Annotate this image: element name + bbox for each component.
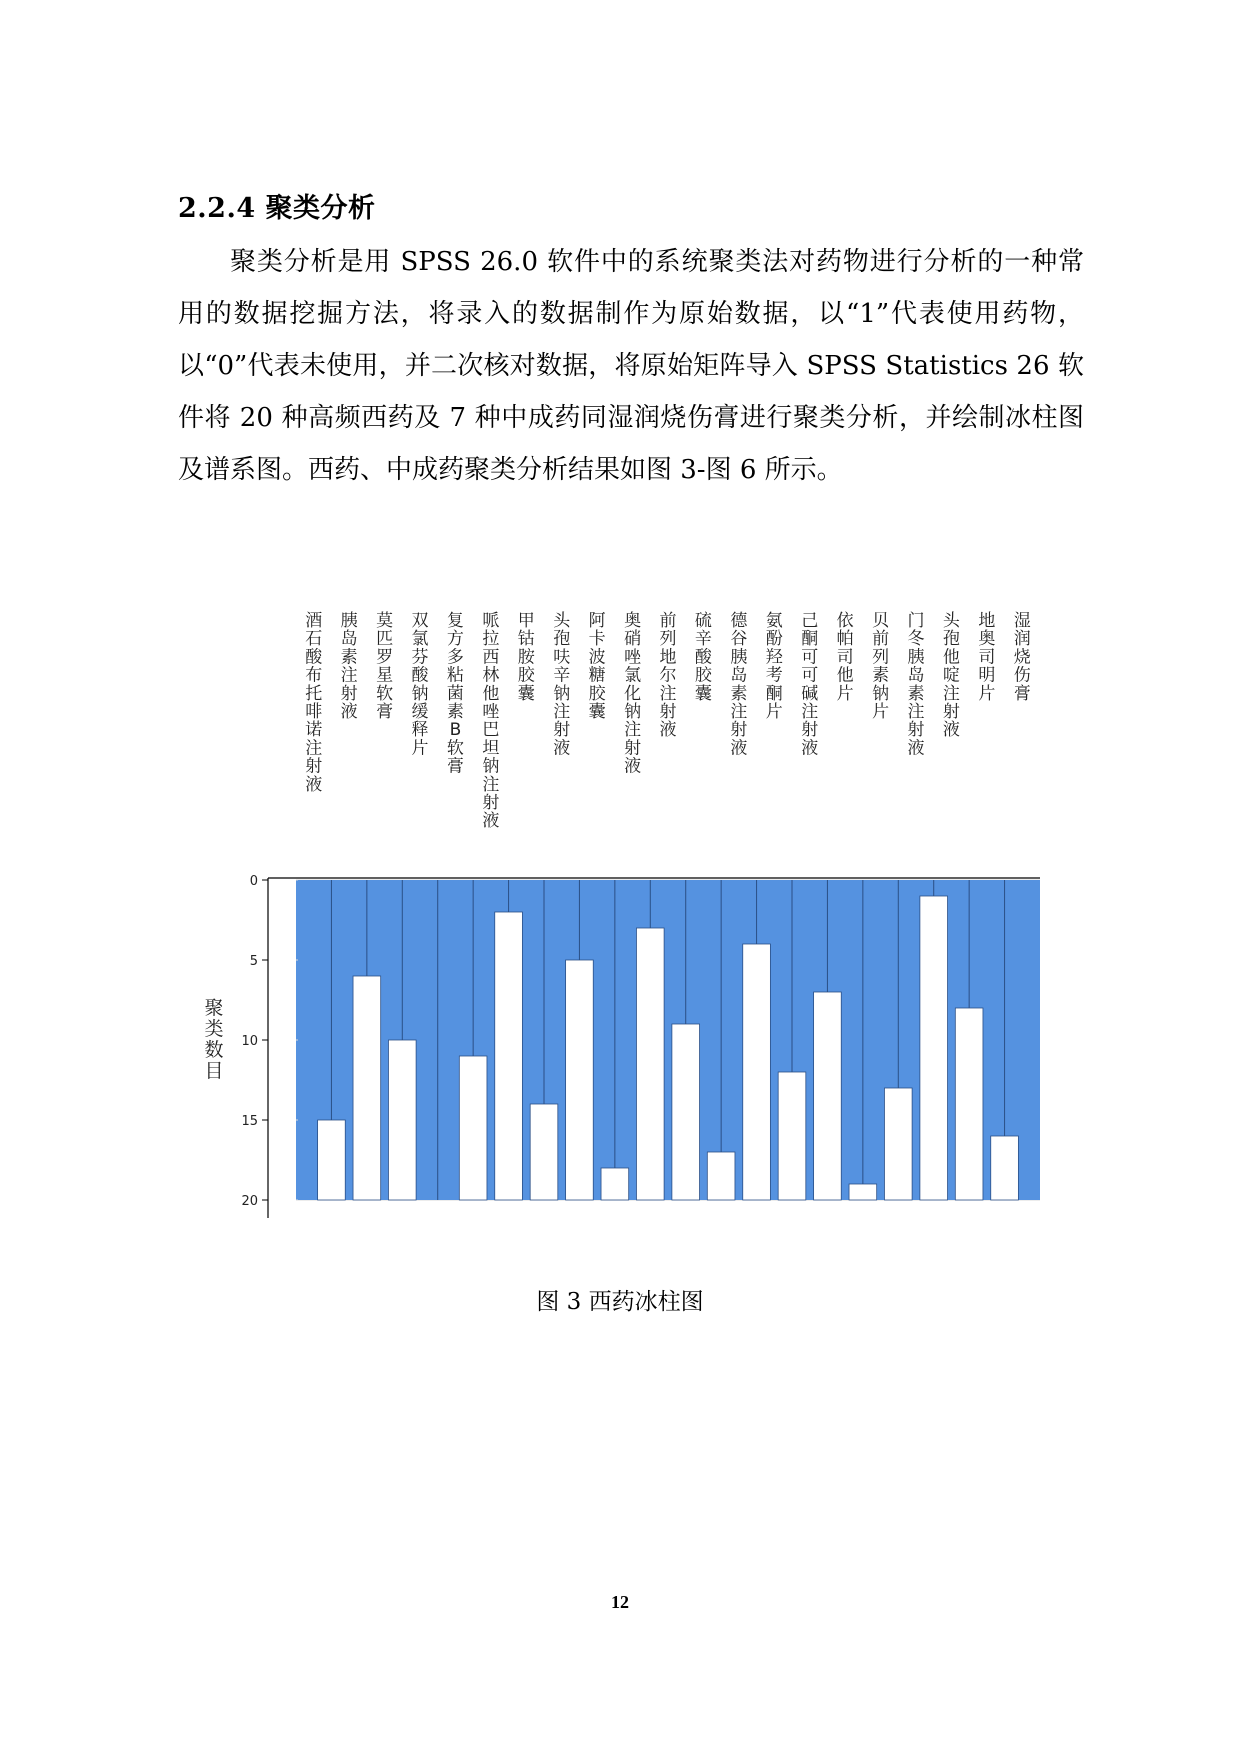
icicle-gap-14 [778, 1072, 806, 1200]
category-label: 胰岛素注射液 [340, 611, 358, 722]
category-label: 阿卡波糖胶囊 [588, 611, 606, 722]
y-tick-label: 20 [241, 1194, 258, 1209]
icicle-gap-1 [318, 1120, 346, 1200]
figure-caption: 图 3 西药冰柱图 [536, 1289, 704, 1315]
icicle-gap-3 [388, 1040, 416, 1200]
category-label: 德谷胰岛素注射液 [730, 611, 748, 759]
icicle-gap-12 [707, 1152, 735, 1200]
y-tick-label: 10 [241, 1034, 258, 1049]
y-tick-label: 15 [241, 1114, 258, 1129]
icicle-gap-13 [743, 944, 771, 1200]
icicle-gap-6 [495, 912, 523, 1200]
icicle-gap-18 [920, 896, 948, 1200]
icicle-gap-9 [601, 1168, 629, 1200]
icicle-gap-16 [849, 1184, 877, 1200]
category-label: 甲钴胺胶囊 [517, 611, 535, 704]
category-label: 己酮可可碱注射液 [801, 611, 819, 759]
icicle-chart [204, 600, 1060, 1260]
category-label: 地奥司明片 [978, 611, 996, 704]
category-label: 硫辛酸胶囊 [694, 611, 712, 704]
icicle-gap-19 [955, 1008, 983, 1200]
body-paragraph: 聚类分析是用 SPSS 26.0 软件中的系统聚类法对药物进行分析的一种常用的数据挖掘方法，将录入的数据制作为原始数据，以“1”代表使用药物，以“0”代表未使用，并二次核对数据，将原始矩阵导入 SPSS Statistics 26 软件将 20 种高频西药及 7 种中成药同湿润烧伤膏进行聚类分析，并绘制冰柱图及谱系图。西药、中成药聚类分析结果如图 3-图 6 所示。 [178, 247, 1084, 485]
y-tick-label: 5 [249, 954, 258, 969]
icicle-gap-7 [530, 1104, 558, 1200]
page-number: 12 [611, 1592, 629, 1612]
icicle-gap-2 [353, 976, 381, 1200]
category-label: 门冬胰岛素注射液 [907, 611, 925, 759]
y-tick-label: 0 [249, 874, 258, 889]
category-label: 双氯芬酸钠缓释片 [411, 611, 429, 759]
icicle-gap-5 [459, 1056, 487, 1200]
category-label: 湿润烧伤膏 [1013, 611, 1031, 704]
icicle-gap-8 [566, 960, 594, 1200]
category-label: 头孢呋辛钠注射液 [553, 611, 571, 759]
y-axis-label-char: 类 [204, 1018, 224, 1040]
category-label: 依帕司他片 [836, 611, 854, 704]
icicle-gap-20 [991, 1136, 1019, 1200]
icicle-gap-11 [672, 1024, 700, 1200]
category-label: 头孢他啶注射液 [942, 611, 960, 741]
category-label: 贝前列素钠片 [872, 611, 890, 722]
category-label: 复方多粘菌素 B 软膏 [446, 611, 464, 777]
y-axis-label-char: 聚 [204, 997, 224, 1019]
category-label: 前列地尔注射液 [659, 611, 677, 741]
category-label: 莫匹罗星软膏 [376, 611, 394, 722]
y-axis-label-char: 数 [204, 1039, 224, 1061]
y-axis-label-char: 目 [204, 1060, 224, 1082]
category-label: 氨酚羟考酮片 [765, 611, 783, 722]
icicle-gap-10 [636, 928, 664, 1200]
icicle-gap-17 [884, 1088, 912, 1200]
section-heading: 2.2.4 聚类分析 [178, 193, 376, 224]
icicle-gap-15 [814, 992, 842, 1200]
category-label: 酒石酸布托啡诺注射液 [305, 611, 323, 795]
icicle-figure [204, 600, 1060, 1260]
category-label: 哌拉西林他唑巴坦钠注射液 [482, 611, 500, 832]
category-label: 奥硝唑氯化钠注射液 [624, 611, 642, 777]
